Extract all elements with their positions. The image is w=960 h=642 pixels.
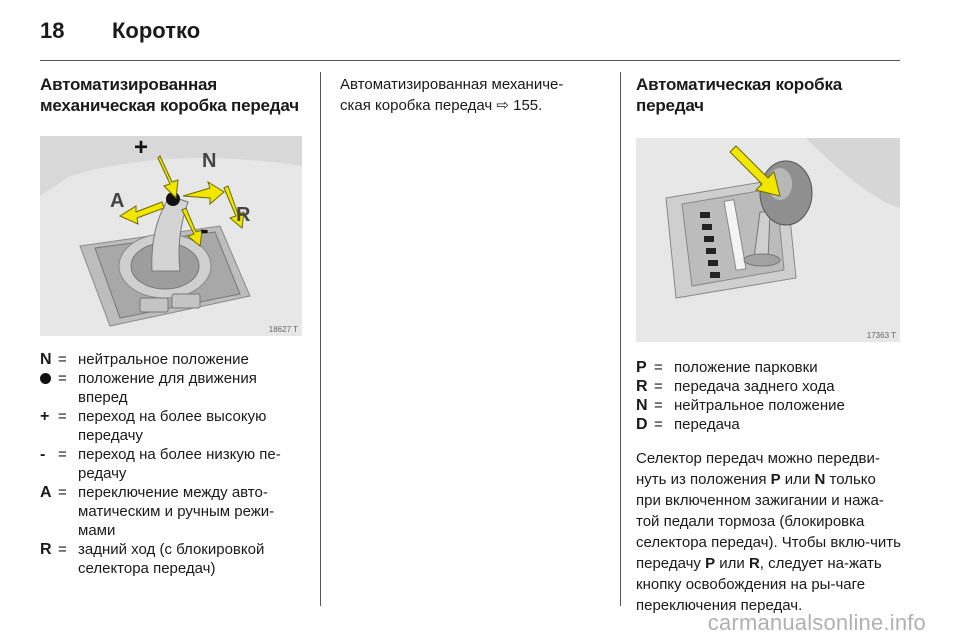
legend-item: R = передача заднего хода <box>636 378 835 395</box>
legend-item: D = передача <box>636 416 740 433</box>
header-divider <box>40 60 900 61</box>
legend-item: R = задний ход (с блокировкой селектора передач) <box>40 541 265 577</box>
reference-paragraph: Автоматизированная механиче- ская коробка передач ⇨ 155. <box>340 76 564 114</box>
arrow-right-icon: ⇨ <box>496 97 509 114</box>
section-title-automatic: Автоматическая коробка передач <box>636 75 843 115</box>
legend-item: A = переключение между авто-матическим и ручным режи-мами <box>40 484 275 539</box>
figure-code: 18627 T <box>268 325 298 334</box>
legend-automated-manual <box>40 350 302 578</box>
figure-label-minus: - <box>200 214 209 244</box>
column-divider-2 <box>620 72 621 606</box>
chapter-title: Коротко <box>112 18 201 43</box>
filled-dot-icon <box>40 373 51 384</box>
figure-label-plus: + <box>134 136 149 161</box>
legend-item: = положение для движения вперед <box>40 369 302 407</box>
column-automatic <box>636 74 902 616</box>
automatic-selector-illustration <box>636 138 900 342</box>
figure-label-r: R <box>236 204 251 226</box>
selector-instructions: Селектор передач можно передви-нуть из положения P или N только при включенном зажигании и нажа-той педали тормоза (блокировка селектора передач). Чтобы вклю-чить передачу P или R, следует на-жать кнопку освобождения на ры-чаге переключения передач. <box>636 450 901 614</box>
column-divider-1 <box>320 72 321 606</box>
section-title-automated-manual: Автоматизированная механическая коробка передач <box>40 75 299 115</box>
legend-item: N = нейтральное положение <box>636 397 845 414</box>
legend-item: N = нейтральное положение <box>40 351 249 368</box>
figure-label-a: A <box>110 190 125 212</box>
legend-item: - = переход на более низкую пе-редачу <box>40 446 281 482</box>
legend-item: + = переход на более высокую передачу <box>40 408 267 444</box>
column-reference <box>340 74 602 116</box>
page-header <box>40 18 200 48</box>
gear-selector-illustration <box>40 136 302 336</box>
page-number: 18 <box>40 18 65 43</box>
legend-automatic <box>636 358 902 434</box>
figure-label-n: N <box>202 150 217 172</box>
column-automated-manual <box>40 74 302 578</box>
watermark: carmanualsonline.info <box>707 610 926 635</box>
page-reference-link[interactable]: ⇨ 155. <box>496 97 543 114</box>
figure-code: 17363 T <box>866 331 896 340</box>
legend-item: P = положение парковки <box>636 359 818 376</box>
